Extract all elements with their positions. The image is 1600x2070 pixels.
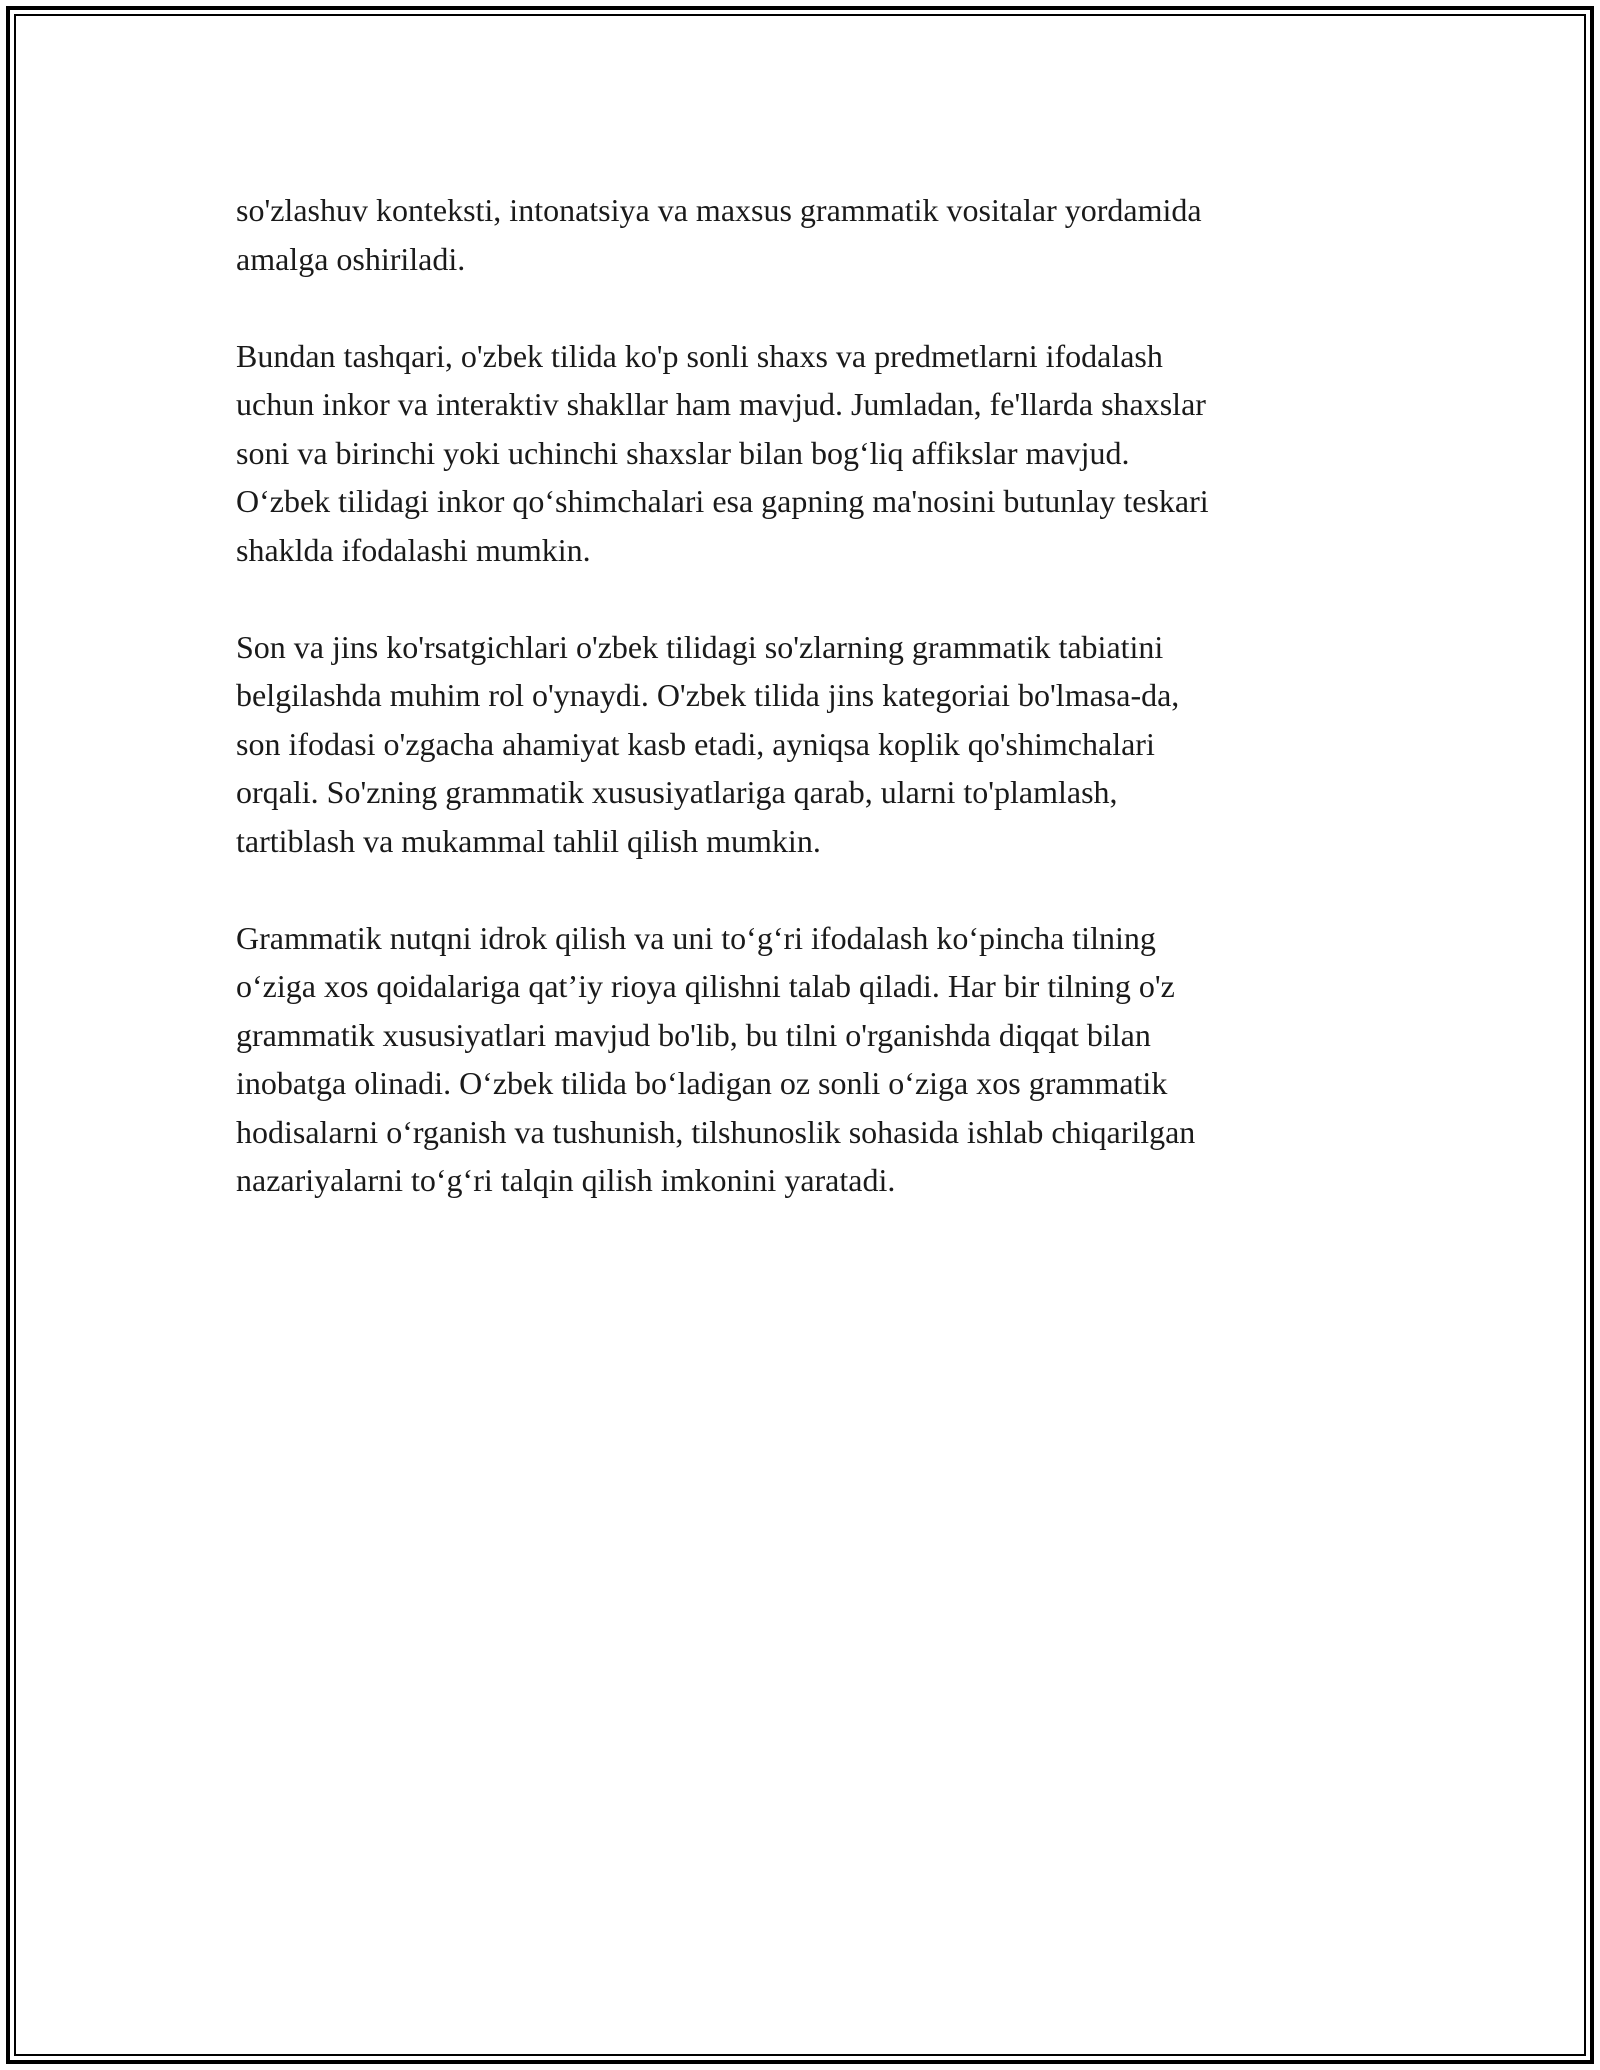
- paragraph: Son va jins ko'rsatgichlari o'zbek tilidagi so'zlarning grammatik tabiatini belgilashda muhim rol o'ynaydi. O'zbek tilida jins kategoriai bo'lmasa-da, son ifodasi o'zgacha ahamiyat kasb etadi, ayniqsa koplik qo'shimchalari orqali. So'zning grammatik xususiyatlariga qarab, ularni to'plamlash, tartiblash va mukammal tahlil qilish mumkin.: [236, 628, 1180, 859]
- document-body: [236, 186, 1366, 1253]
- paragraph: Bundan tashqari, o'zbek tilida ko'p sonli shaxs va predmetlarni ifodalash uchun inkor va interaktiv shakllar ham mavjud. Jumladan, fe'llarda shaxslar soni va birinchi yoki uchinchi shaxslar bilan bog‘liq affikslar mavjud. O‘zbek tilidagi inkor qo‘shimchalari esa gapning ma'nosini butunlay teskari shaklda ifodalashi mumkin.: [236, 337, 1209, 568]
- paragraph: so'zlashuv konteksti, intonatsiya va maxsus grammatik vositalar yordamida amalga oshiriladi.: [236, 192, 1202, 277]
- paragraph: Grammatik nutqni idrok qilish va uni to‘g‘ri ifodalash ko‘pincha tilning o‘ziga xos qoidalariga qat’iy rioya qilishni talab qiladi. Har bir tilning o'z grammatik xususiyatlari mavjud bo'lib, bu tilni o'rganishda diqqat bilan inobatga olinadi. O‘zbek tilida bo‘ladigan oz sonli o‘ziga xos grammatik hodisalarni o‘rganish va tushunish, tilshunoslik sohasida ishlab chiqarilgan nazariyalarni to‘g‘ri talqin qilish imkonini yaratadi.: [236, 919, 1196, 1198]
